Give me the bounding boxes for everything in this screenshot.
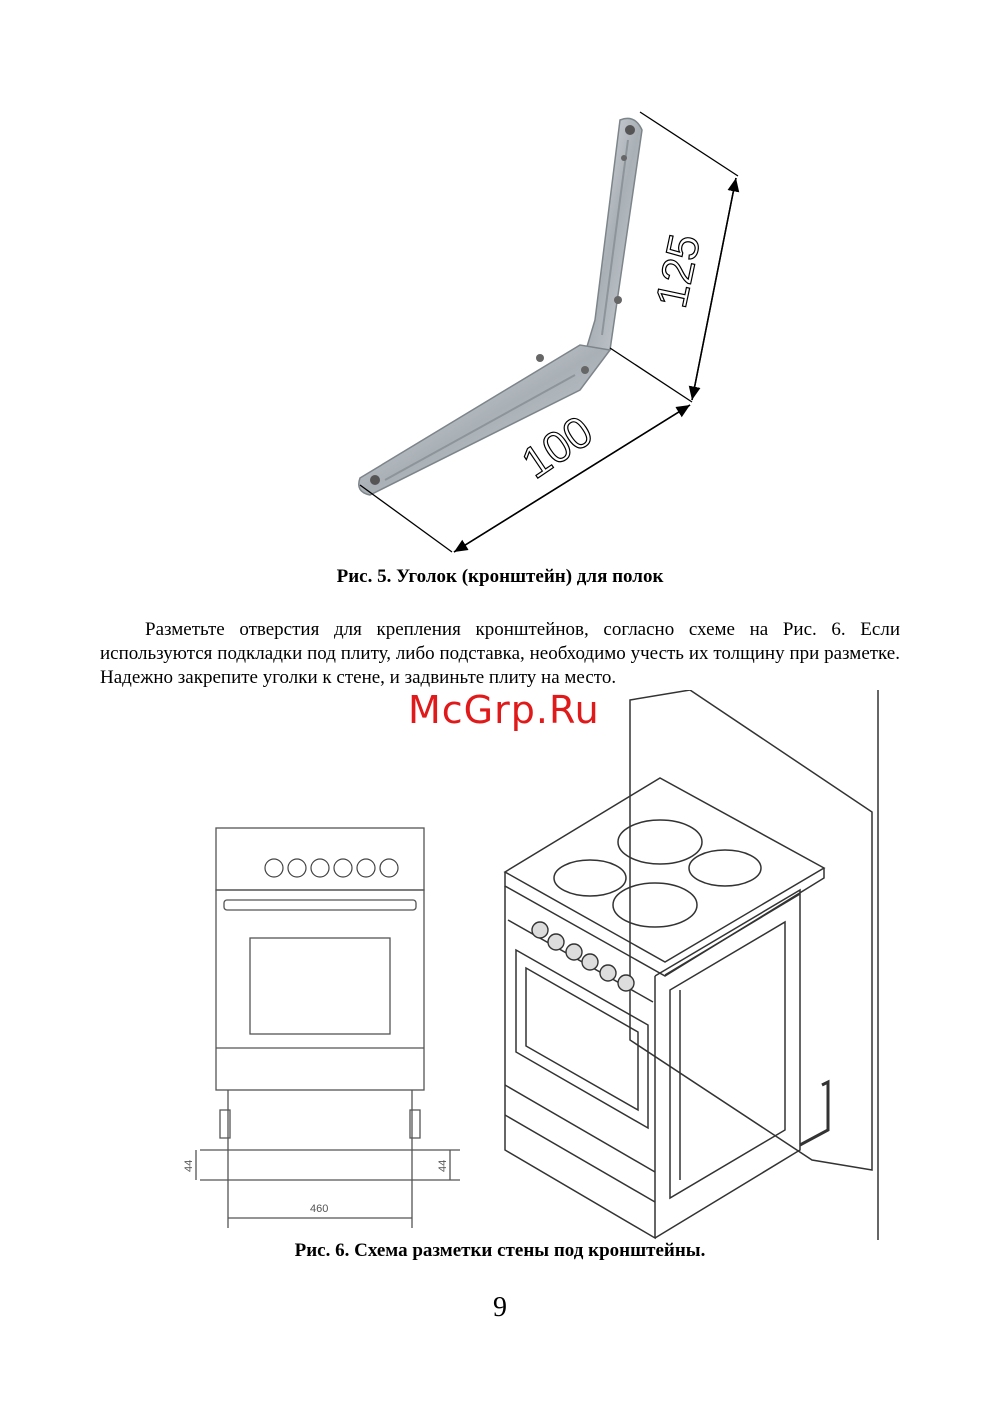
figure-5-caption: Рис. 5. Уголок (кронштейн) для полок xyxy=(336,566,664,587)
dim-width-460: 460 xyxy=(310,1203,329,1215)
paragraph-text: Разметьте отверстия для крепления кронштейнов, согласно схеме на Рис. 6. Если используются подкладки под плиту, либо подставка, необходимо учесть их толщину при разметке. Надежно закрепите уголки к стене, и задвиньте плиту на место. xyxy=(100,619,900,688)
dim-left-44: 44 xyxy=(183,1159,195,1172)
figure-6-caption: Рис. 6. Схема разметки стены под кронштейны. xyxy=(294,1240,706,1261)
stove-wall-diagram xyxy=(160,690,900,1240)
dim-125-label: 125 xyxy=(646,230,711,313)
instruction-paragraph xyxy=(100,618,900,690)
watermark: McGrp.Ru xyxy=(408,688,600,732)
bracket-illustration xyxy=(340,100,760,570)
dim-100-label: 100 xyxy=(513,406,602,489)
page-number: 9 xyxy=(493,1292,507,1323)
dim-right-44: 44 xyxy=(437,1159,449,1172)
